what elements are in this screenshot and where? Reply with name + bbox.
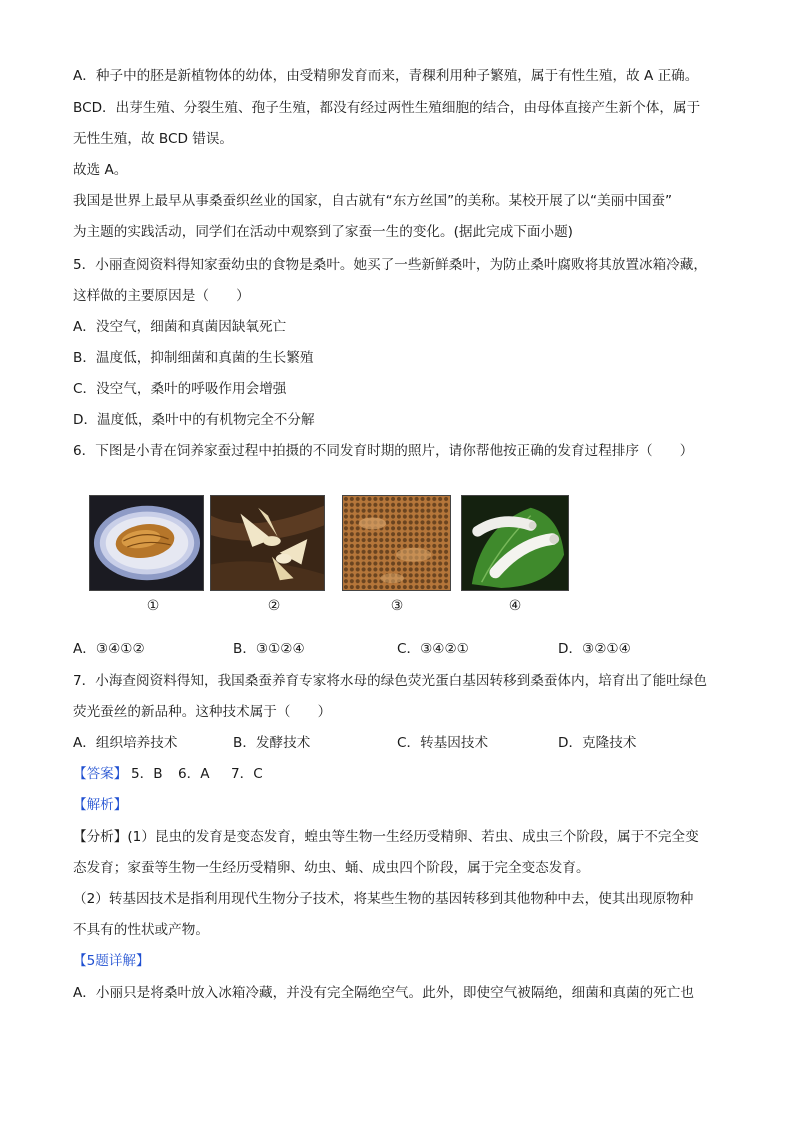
intro-text: 为主题的实践活动，同学们在活动中观察到了家蚕一生的变化。(据此完成下面小题) [73,224,573,240]
analysis-text: 【分析】(1）昆虫的发育是变态发育，蝗虫等生物一生经历受精卵、若虫、成虫三个阶段，属于不完全变 [73,829,699,845]
analysis-text: A．小丽只是将桑叶放入冰箱冷藏，并没有完全隔绝空气。此外，即使空气被隔绝，细菌和真菌的死亡也 [73,985,695,1001]
question-6-stem: 6．下图是小青在饲养家蚕过程中拍摄的不同发育时期的照片，请你帮他按正确的发育过程排序（ ） [73,443,694,459]
question-6-option-b: B．③①②④ [233,641,305,657]
analysis-text: （2）转基因技术是指利用现代生物分子技术，将某些生物的基因转移到其他物种中去，使其出现原物种 [73,891,694,907]
question-7-option-a: A．组织培养技术 [73,735,178,751]
question-5-option-a: A．没空气，细菌和真菌因缺氧死亡 [73,319,287,335]
photo-caption-4: ④ [508,598,522,614]
question-6-options [73,640,733,658]
question-6-option-d: D．③②①④ [558,641,631,657]
larva-photo [461,495,569,591]
photo-caption-3: ③ [390,598,404,614]
question-5-option-b: B．温度低，抑制细菌和真菌的生长繁殖 [73,350,314,366]
eggs-photo [342,495,451,591]
explanation-line: A．种子中的胚是新植物体的幼体，由受精卵发育而来，青稞利用种子繁殖，属于有性生殖，故 A 正确。 [73,68,699,84]
answer-label: 【答案】 [73,766,128,782]
question-6-option-c: C．③④②① [397,641,469,657]
photo-caption-1: ① [146,598,160,614]
question-7-stem: 7．小海查阅资料得知，我国桑蚕养育专家将水母的绿色荧光蛋白基因转移到桑蚕体内，培育出了能吐绿色 [73,673,707,689]
answer-5: 5．B [131,766,163,782]
question-7-option-d: D．克隆技术 [558,735,637,751]
analysis-text: 态发育；家蚕等生物一生经历受精卵、幼虫、蛹、成虫四个阶段，属于完全变态发育。 [73,860,590,876]
question-6-option-a: A．③④①② [73,641,145,657]
explanation-line: 无性生殖，故 BCD 错误。 [73,131,234,147]
question-7-options [73,734,733,752]
answer-7: 7．C [231,766,263,782]
explanation-line: BCD．出芽生殖、分裂生殖、孢子生殖，都没有经过两性生殖细胞的结合，由母体直接产生新个体，属于 [73,100,701,116]
pupa-photo [89,495,204,591]
answer-6: 6．A [178,766,210,782]
intro-text: 我国是世界上最早从事桑蚕织丝业的国家，自古就有“东方丝国”的美称。某校开展了以“美丽中国蚕” [73,193,673,209]
question-5-option-c: C．没空气，桑叶的呼吸作用会增强 [73,381,287,397]
analysis-label: 【解析】 [73,797,128,813]
question-5-stem: 5．小丽查阅资料得知家蚕幼虫的食物是桑叶。她买了一些新鲜桑叶，为防止桑叶腐败将其放置冰箱冷藏， [73,257,707,273]
question-5-option-d: D．温度低，桑叶中的有机物完全不分解 [73,412,315,428]
photo-caption-2: ② [267,598,281,614]
question-7-option-b: B．发酵技术 [233,735,311,751]
explanation-line: 故选 A。 [73,162,128,178]
question-7-option-c: C．转基因技术 [397,735,489,751]
answer-row [73,765,733,783]
question-7-stem: 荧光蚕丝的新品种。这种技术属于（ ） [73,704,332,720]
question-5-stem: 这样做的主要原因是（ ） [73,288,250,304]
detail-label: 【5题详解】 [73,953,150,969]
analysis-text: 不具有的性状或产物。 [73,922,209,938]
moth-photo [210,495,325,591]
